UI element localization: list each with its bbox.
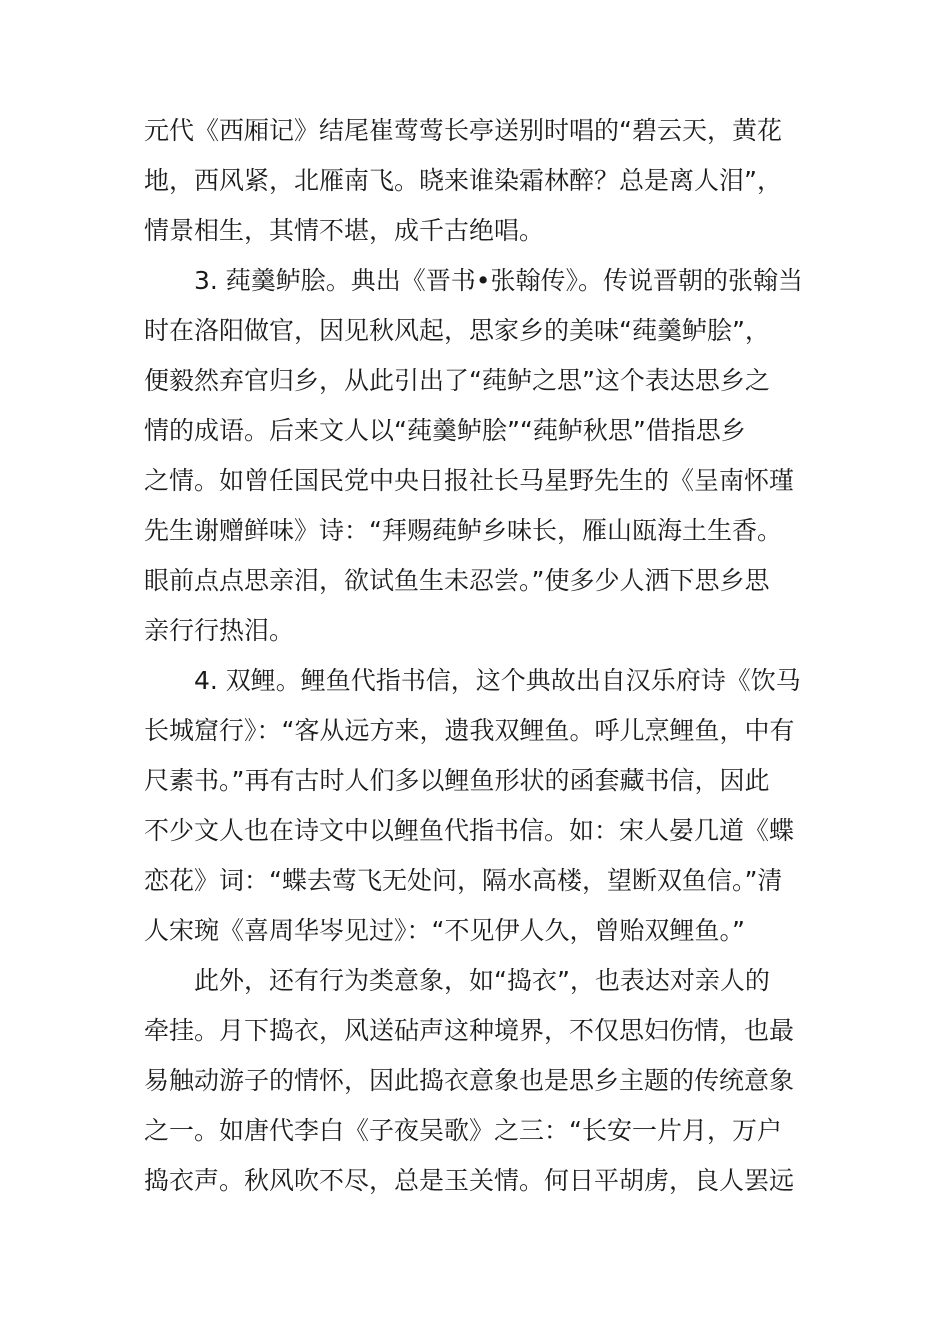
text-line: 恋花》词：“蝶去莺飞无处问，隔水高楼，望断双鱼信。”清: [144, 866, 783, 895]
text-line: 人宋琬《喜周华岑见过》：“不见伊人久，曾贻双鲤鱼。”: [144, 916, 745, 945]
text-line: 之情。如曾任国民党中央日报社长马星野先生的《呈南怀瑾: [144, 466, 795, 495]
text-line: 先生谢赠鲜味》诗：“拜赐莼鲈乡味长，雁山瓯海土生香。: [144, 516, 782, 545]
text-line: 之一。如唐代李白《子夜吴歌》之三：“长安一片月，万户: [144, 1116, 782, 1145]
text-line: 元代《西厢记》结尾崔莺莺长亭送别时唱的“碧云天，黄花: [144, 116, 782, 145]
body-text: [144, 106, 824, 1206]
text-line: 眼前点点思亲泪，欲试鱼生未忍尝。”使多少人洒下思乡思: [144, 566, 770, 595]
text-line: 情的成语。后来文人以“莼羹鲈脍”“莼鲈秋思”借指思乡: [144, 416, 746, 445]
text-line: 时在洛阳做官，因见秋风起，思家乡的美味“莼羹鲈脍”，: [144, 316, 770, 345]
text-line: 亲行行热泪。: [144, 616, 295, 645]
text-line: 牵挂。月下捣衣，风送砧声这种境界，不仅思妇伤情，也最: [144, 1016, 795, 1045]
text-line: 长城窟行》：“客从远方来，遗我双鲤鱼。呼儿烹鲤鱼，中有: [144, 716, 795, 745]
text-line: 捣衣声。秋风吹不尽，总是玉关情。何日平胡虏，良人罢远: [144, 1166, 795, 1195]
text-line: 尺素书。”再有古时人们多以鲤鱼形状的函套藏书信，因此: [144, 766, 770, 795]
text-line: 易触动游子的情怀，因此捣衣意象也是思乡主题的传统意象: [144, 1066, 795, 1095]
text-line: 地，西风紧，北雁南飞。晓来谁染霜林醉？总是离人泪”，: [144, 166, 782, 195]
paragraph-start-line: 此外，还有行为类意象，如“捣衣”，也表达对亲人的: [194, 966, 770, 995]
text-line: 便毅然弃官归乡，从此引出了“莼鲈之思”这个表达思乡之: [144, 366, 770, 395]
section-3-heading-line: 3. 莼羹鲈脍。典出《晋书•张翰传》。传说晋朝的张翰当: [194, 266, 804, 295]
text-line: 情景相生，其情不堪，成千古绝唱。: [144, 216, 545, 245]
text-line: 不少文人也在诗文中以鲤鱼代指书信。如：宋人晏几道《蝶: [144, 816, 795, 845]
section-4-heading-line: 4. 双鲤。鲤鱼代指书信，这个典故出自汉乐府诗《饮马: [194, 666, 801, 695]
